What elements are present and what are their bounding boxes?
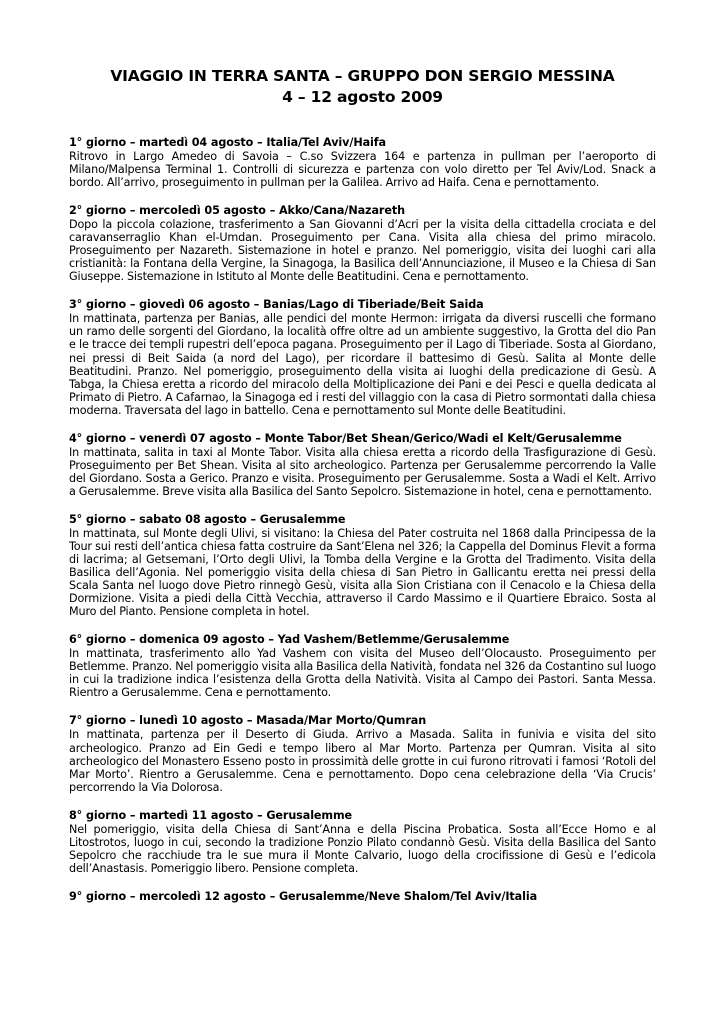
day-heading: 6° giorno – domenica 09 agosto – Yad Vashem/Betlemme/Gerusalemme (69, 633, 510, 647)
day-heading: 5° giorno – sabato 08 agosto – Gerusalemme (69, 512, 346, 526)
day-section-4 (69, 432, 656, 498)
day-text: Nel pomeriggio, visita della Chiesa di Sant’Anna e della Piscina Probatica. Sosta all’Ecce Homo e al Litostrotos, luogo in cui, secondo la tradizione Ponzio Pilato condannò Gesù. Visita della Basilica del Santo Sepolcro che racchiude tra le sue mura il Monte Calvario, luogo della crocifissione di Gesù e l’edicola dell’Anastasis. Pomeriggio libero. Pensione completa. (69, 822, 656, 875)
day-heading: 9° giorno – mercoledì 12 agosto – Gerusalemme/Neve Shalom/Tel Aviv/Italia (69, 889, 538, 903)
document-title (69, 66, 656, 108)
day-heading: 7° giorno – lunedì 10 agosto – Masada/Mar Morto/Qumran (69, 714, 427, 728)
title-line-2: 4 – 12 agosto 2009 (282, 88, 443, 106)
day-text: In mattinata, trasferimento allo Yad Vashem con visita del Museo dell’Olocausto. Proseguimento per Betlemme. Pranzo. Nel pomeriggio visita alla Basilica della Natività, fondata nel 326 da Costantino sul luogo in cui la tradizione indica l’esistenza della Grotta della Natività. Visita al Campo dei Pastori. Santa Messa. Rientro a Gerusalemme. Cena e pernottamento. (69, 647, 656, 700)
day-section-8 (69, 809, 656, 875)
day-section-7 (69, 714, 656, 793)
day-section-1 (69, 136, 656, 189)
day-text: In mattinata, partenza per il Deserto di Giuda. Arrivo a Masada. Salita in funivia e visita del sito archeologico. Pranzo ad Ein Gedi e tempo libero al Mar Morto. Partenza per Qumran. Visita al sito archeologico del Monastero Esseno posto in prossimità delle grotte in cui furono ritrovati i famosi ‘Rotoli del Mar Morto’. Rientro a Gerusalemme. Cena e pernottamento. Dopo cena celebrazione della ‘Via Crucis’ percorrendo la Via Dolorosa. (69, 728, 656, 794)
day-section-3 (69, 298, 656, 416)
day-section-9 (69, 890, 656, 904)
day-heading: 3° giorno – giovedì 06 agosto – Banias/Lago di Tiberiade/Beit Saida (69, 298, 484, 312)
day-heading: 4° giorno – venerdì 07 agosto – Monte Tabor/Bet Shean/Gerico/Wadi el Kelt/Gerusalemme (69, 431, 622, 445)
day-section-6 (69, 633, 656, 699)
day-section-5 (69, 513, 656, 618)
day-text: In mattinata, sul Monte degli Ulivi, si visitano: la Chiesa del Pater costruita nel 1868 dalla Principessa de la Tour sui resti dell’antica chiesa fatta costruire da Sant’Elena nel 326; la Cappella del Dominus Flevit a forma di lacrima; al Getsemani, l’Orto degli Ulivi, la Tomba della Vergine e la Grotta del Tradimento. Visita della Basilica dell’Agonia. Nel pomeriggio visita della chiesa di San Pietro in Gallicantu eretta nei pressi della Scala Santa nel luogo dove Pietro rinnegò Gesù, visita alla Sion Cristiana con il Cenacolo e la Chiesa della Dormizione. Visita a piedi della Città Vecchia, attraverso il Cardo Massimo e il Quartiere Ebraico. Sosta al Muro del Pianto. Pensione completa in hotel. (69, 526, 656, 619)
day-text: In mattinata, salita in taxi al Monte Tabor. Visita alla chiesa eretta a ricordo della Trasfigurazione di Gesù. Proseguimento per Bet Shean. Visita al sito archeologico. Partenza per Gerusalemme percorrendo la Valle del Giordano. Sosta a Gerico. Pranzo e visita. Proseguimento per Gerusalemme. Sosta a Wadi el Kelt. Arrivo a Gerusalemme. Breve visita alla Basilica del Santo Sepolcro. Sistemazione in hotel, cena e pernottamento. (69, 445, 656, 498)
day-heading: 1° giorno – martedì 04 agosto – Italia/Tel Aviv/Haifa (69, 136, 386, 149)
document-page (69, 66, 656, 919)
day-text: In mattinata, partenza per Banias, alle pendici del monte Hermon: irrigata da diversi ruscelli che formano un ramo delle sorgenti del Giordano, la località offre oltre ad un ambiente suggestivo, la Grotta del dio Pan e le tracce dei templi rupestri dell’epoca pagana. Proseguimento per il Lago di Tiberiade. Sosta al Giordano, nei pressi di Beit Saida (a nord del Lago), per ricordare il battesimo di Gesù. Salita al Monte delle Beatitudini. Pranzo. Nel pomeriggio, proseguimento della visita ai luoghi della predicazione di Gesù. A Tabga, la Chiesa eretta a ricordo del miracolo della Moltiplicazione dei Pani e dei Pesci e quella dedicata al Primato di Pietro. A Cafarnao, la Sinagoga ed i resti del villaggio con la casa di Pietro sormontati dalla chiesa moderna. Traversata del lago in battello. Cena e pernottamento sul Monte delle Beatitudini. (69, 312, 656, 417)
day-text: Ritrovo in Largo Amedeo di Savoia – C.so Svizzera 164 e partenza in pullman per l’aeroporto di Milano/Malpensa Terminal 1. Controlli di sicurezza e partenza con volo diretto per Tel Aviv/Lod. Snack a bordo. All’arrivo, proseguimento in pullman per la Galilea. Arrivo ad Haifa. Cena e pernottamento. (69, 150, 656, 190)
title-line-1: VIAGGIO IN TERRA SANTA – GRUPPO DON SERGIO MESSINA (110, 67, 615, 85)
day-section-2 (69, 204, 656, 283)
day-text: Dopo la piccola colazione, trasferimento a San Giovanni d’Acri per la visita della cittadella crociata e del caravanserraglio Khan el-Umdan. Proseguimento per Cana. Visita alla chiesa del primo miracolo. Proseguimento per Nazareth. Sistemazione in hotel e pranzo. Nel pomeriggio, visita dei luoghi cari alla cristianità: la Fontana della Vergine, la Sinagoga, la Basilica dell’Annunciazione, il Museo e la Chiesa di San Giuseppe. Sistemazione in Istituto al Monte delle Beatitudini. Cena e pernottamento. (69, 218, 656, 284)
day-heading: 2° giorno – mercoledì 05 agosto – Akko/Cana/Nazareth (69, 204, 405, 218)
day-heading: 8° giorno – martedì 11 agosto – Gerusalemme (69, 808, 353, 822)
